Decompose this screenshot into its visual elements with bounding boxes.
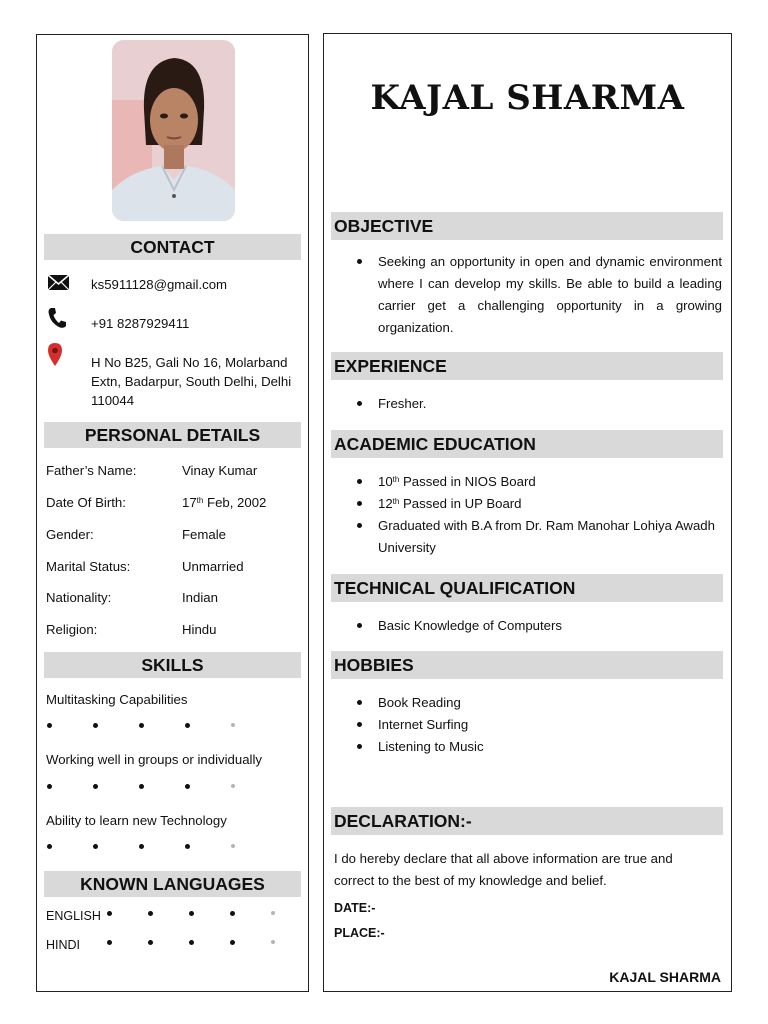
gender-value: Female: [182, 527, 226, 542]
hobbies-list: [356, 692, 722, 758]
rating-dot-filled: [189, 940, 194, 945]
left-sidebar: [36, 34, 309, 992]
contact-address: H No B25, Gali No 16, Molarband Extn, Badarpur, South Delhi, Delhi 110044: [91, 355, 292, 408]
objective-heading: OBJECTIVE: [331, 212, 723, 240]
academic-education-heading: ACADEMIC EDUCATION: [331, 430, 723, 458]
nationality-label: Nationality:: [46, 590, 112, 605]
rating-dot-empty: [231, 784, 235, 788]
rating-dot-filled: [47, 784, 52, 789]
known-languages-heading: KNOWN LANGUAGES: [44, 871, 301, 897]
language-label: ENGLISH: [46, 909, 101, 923]
resume-name-title: KAJAL SHARMA: [370, 78, 685, 118]
place-label: PLACE:-: [334, 926, 385, 940]
rating-dot-filled: [230, 940, 235, 945]
rating-dot-filled: [139, 844, 144, 849]
skill-label: Multitasking Capabilities: [46, 692, 188, 707]
personal-details-heading: PERSONAL DETAILS: [44, 422, 301, 448]
religion-label: Religion:: [46, 622, 98, 637]
technical-qualification-heading: TECHNICAL QUALIFICATION: [331, 574, 723, 602]
academic-list: [356, 471, 722, 559]
rating-dot-filled: [47, 723, 52, 728]
rating-dot-filled: [93, 784, 98, 789]
experience-item: Fresher.: [356, 393, 722, 415]
academic-item: 10th Passed in NIOS Board: [356, 471, 722, 493]
technical-list: [356, 615, 722, 637]
contact-heading: CONTACT: [44, 234, 301, 260]
date-label: DATE:-: [334, 901, 376, 915]
hobby-item: Listening to Music: [356, 736, 722, 758]
academic-item: Graduated with B.A from Dr. Ram Manohar Lohiya Awadh University: [356, 515, 722, 559]
father-name-value: Vinay Kumar: [182, 463, 258, 478]
rating-dot-filled: [47, 844, 52, 849]
location-pin-icon: [47, 343, 71, 365]
rating-dot-filled: [148, 911, 153, 916]
rating-dot-filled: [93, 844, 98, 849]
rating-dot-filled: [185, 723, 190, 728]
rating-dot-empty: [231, 844, 235, 848]
dob-value: 17th Feb, 2002: [182, 495, 267, 510]
objective-list: [356, 251, 722, 339]
phone-icon: [47, 307, 71, 329]
language-label: HINDI: [46, 938, 81, 952]
technical-item: Basic Knowledge of Computers: [356, 615, 722, 637]
hobby-item: Book Reading: [356, 692, 722, 714]
marital-status-value: Unmarried: [182, 559, 244, 574]
contact-email[interactable]: ks5911128@gmail.com: [91, 277, 228, 292]
hobby-item: Internet Surfing: [356, 714, 722, 736]
rating-dot-filled: [107, 940, 112, 945]
main-content: [323, 33, 732, 992]
profile-photo: [112, 40, 235, 221]
rating-dot-filled: [185, 844, 190, 849]
skill-label: Ability to learn new Technology: [46, 813, 227, 828]
declaration-text: I do hereby declare that all above information are true and correct to the best of my knowledge and belief.: [334, 851, 673, 888]
rating-dot-empty: [231, 723, 235, 727]
envelope-icon: [47, 273, 71, 295]
declaration-heading: DECLARATION:-: [331, 807, 723, 835]
signature-name: KAJAL SHARMA: [609, 969, 721, 985]
dob-label: Date Of Birth:: [46, 495, 126, 510]
academic-item: 12th Passed in UP Board: [356, 493, 722, 515]
religion-value: Hindu: [182, 622, 217, 637]
rating-dot-filled: [185, 784, 190, 789]
experience-list: [356, 393, 722, 415]
rating-dot-filled: [107, 911, 112, 916]
rating-dot-filled: [189, 911, 194, 916]
rating-dot-filled: [230, 911, 235, 916]
marital-status-label: Marital Status:: [46, 559, 131, 574]
rating-dot-filled: [93, 723, 98, 728]
experience-heading: EXPERIENCE: [331, 352, 723, 380]
rating-dot-empty: [271, 940, 275, 944]
rating-dot-filled: [139, 784, 144, 789]
contact-phone[interactable]: +91 8287929411: [91, 316, 190, 331]
gender-label: Gender:: [46, 527, 94, 542]
skill-label: Working well in groups or individually: [46, 752, 262, 767]
skills-heading: SKILLS: [44, 652, 301, 678]
nationality-value: Indian: [182, 590, 218, 605]
rating-dot-empty: [271, 911, 275, 915]
hobbies-heading: HOBBIES: [331, 651, 723, 679]
rating-dot-filled: [139, 723, 144, 728]
rating-dot-filled: [148, 940, 153, 945]
father-name-label: Father’s Name:: [46, 463, 137, 478]
objective-text: Seeking an opportunity in open and dynamic environment where I can develop my skills. Be able to build a leading carrier get a challenging opportunity in a growing organization.: [356, 251, 722, 339]
